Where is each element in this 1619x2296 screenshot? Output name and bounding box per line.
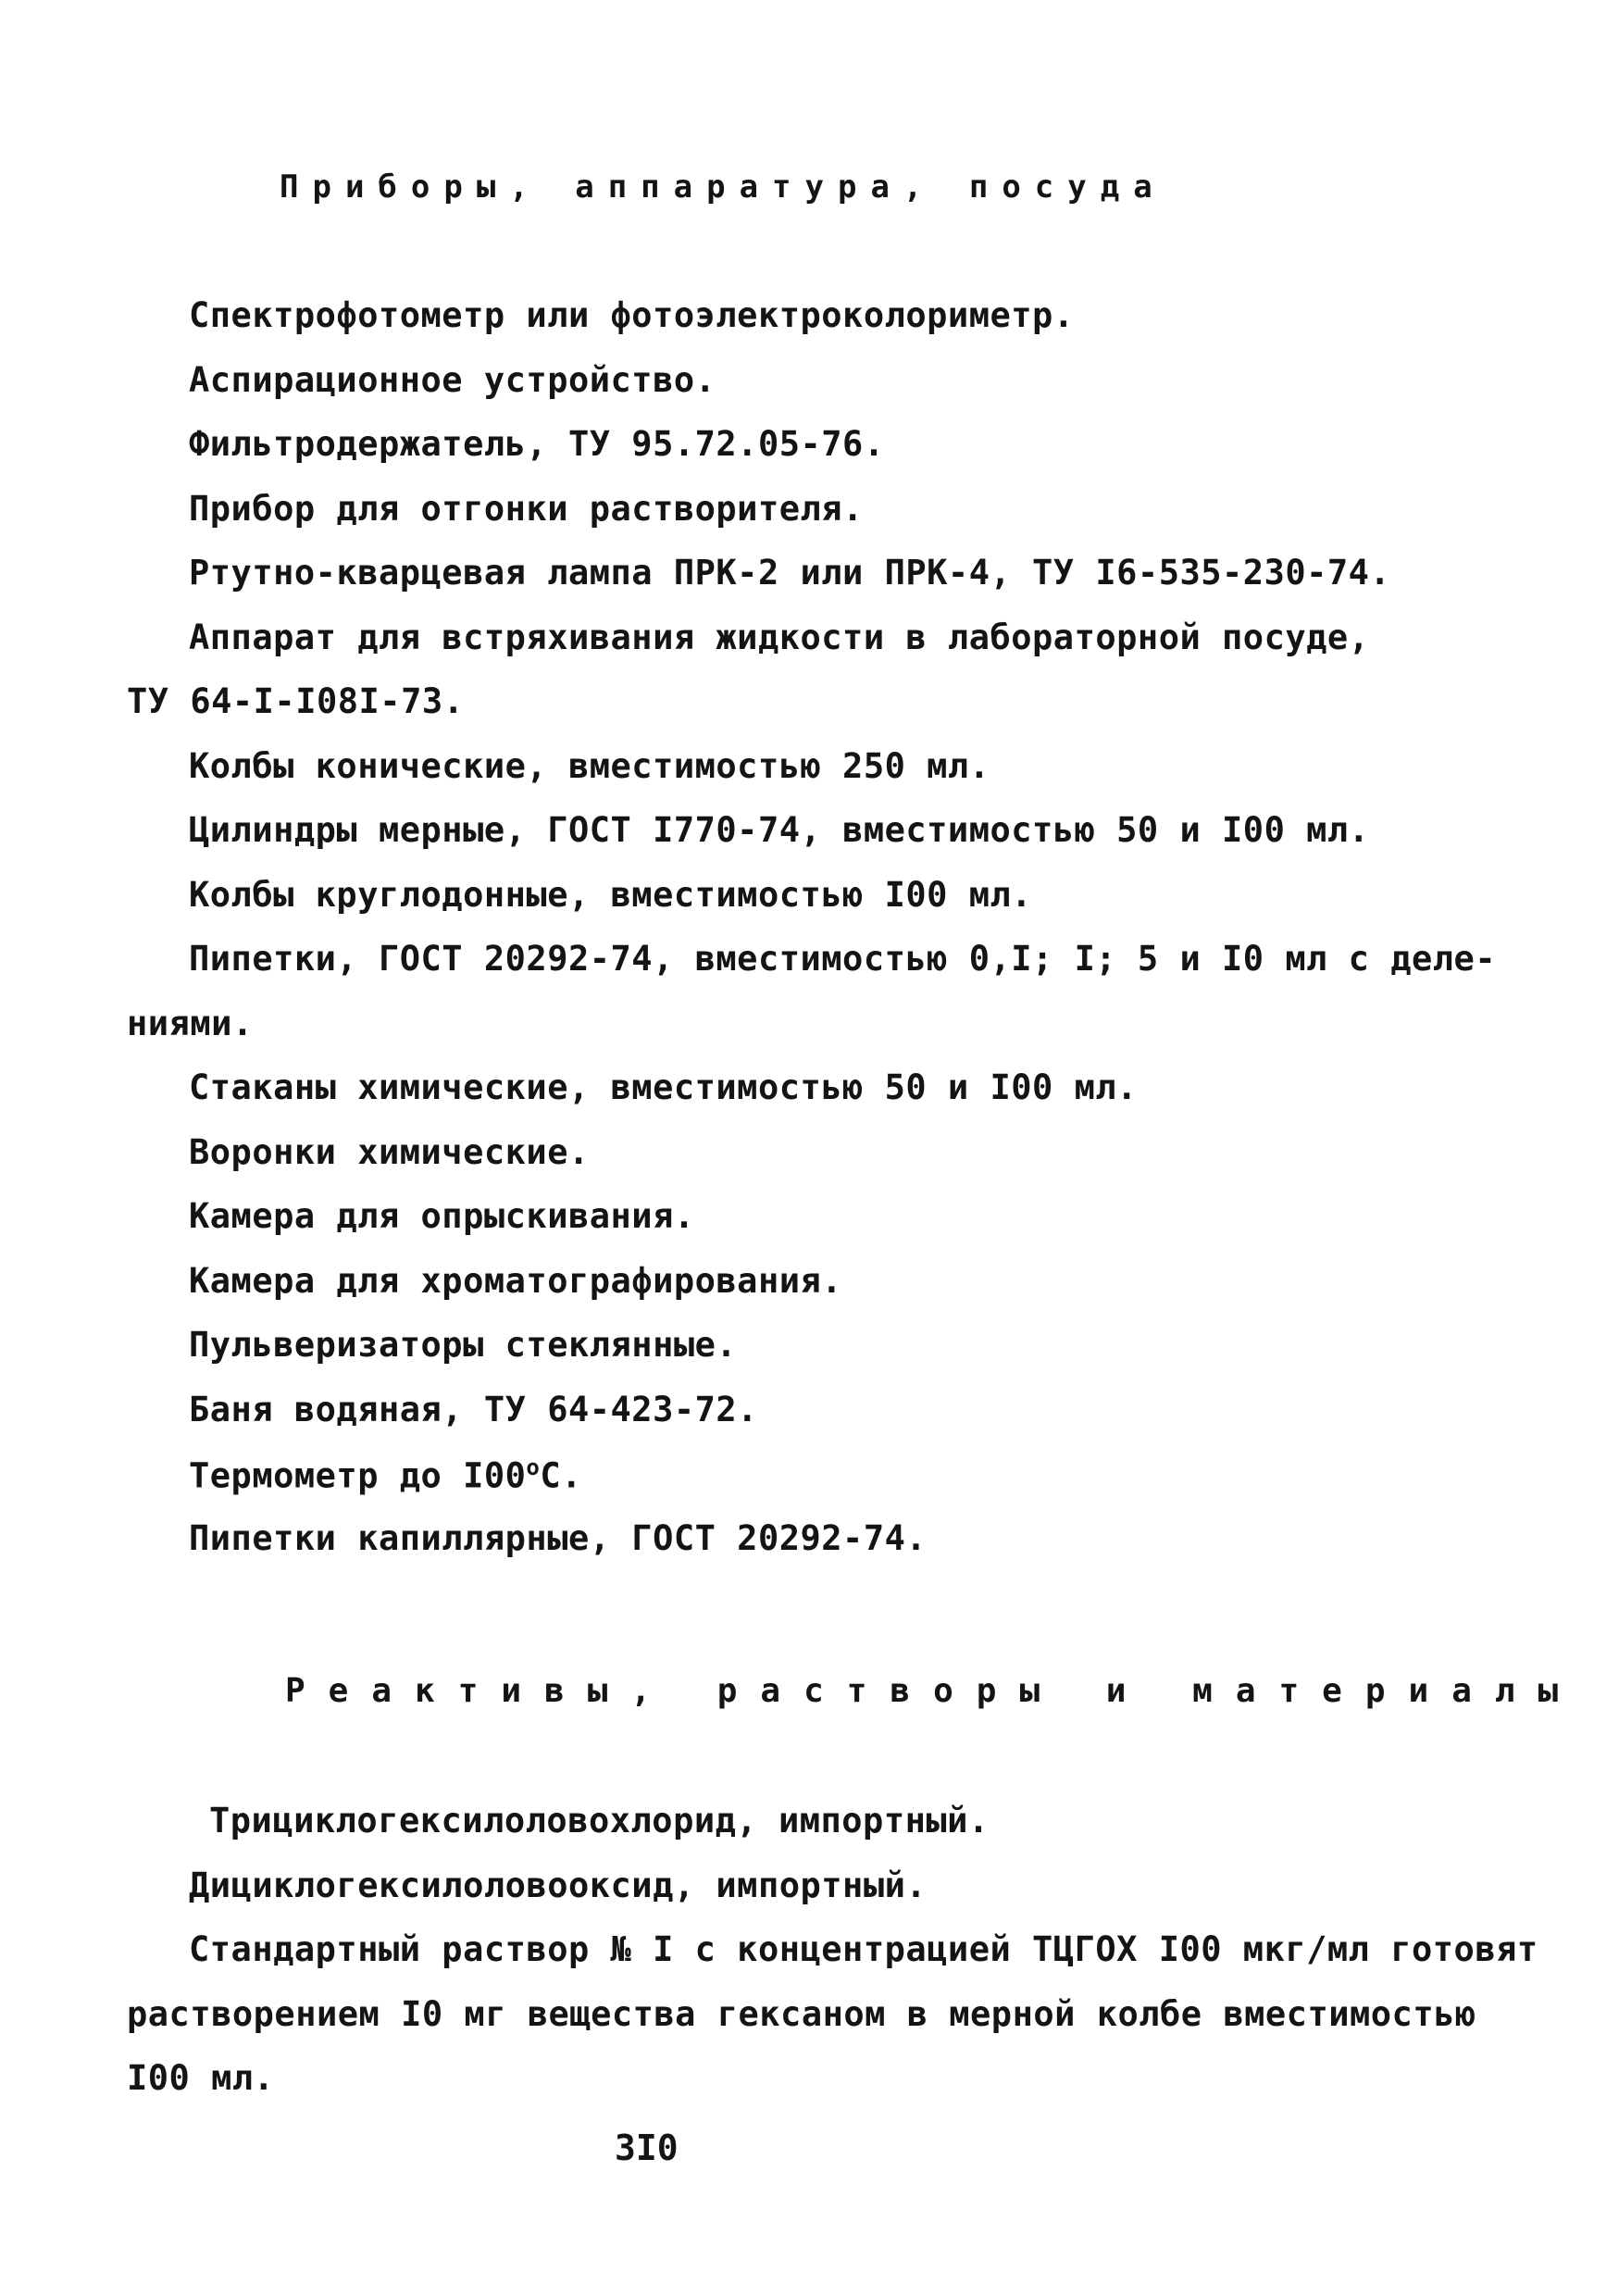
equipment-line: Пульверизаторы стеклянные.: [189, 1325, 738, 1365]
reagent-line-continuation: I00 мл.: [127, 2058, 275, 2098]
reagent-line: Трициклогексилоловохлорид, импортный.: [209, 1801, 990, 1841]
section-heading-equipment: Приборы, аппаратура, посуда: [280, 168, 1166, 206]
thermometer-line: [189, 1454, 582, 1496]
equipment-line: Фильтродержатель, ТУ 95.72.05-76.: [189, 424, 885, 464]
degree-superscript: o: [526, 1454, 541, 1480]
equipment-line: Аппарат для встряхивания жидкости в лабораторной посуде,: [189, 618, 1370, 657]
reagent-line: Дициклогексилоловооксид, импортный.: [189, 1866, 928, 1905]
equipment-line: Баня водяная, ТУ 64-423-72.: [189, 1390, 758, 1429]
reagent-line: Стандартный раствор № I с концентрацией ТЦГОХ I00 мкг/мл готовят: [189, 1929, 1538, 1969]
reagent-line-continuation: растворением I0 мг вещества гексаном в мерной колбе вместимостью: [127, 1994, 1476, 2034]
thermometer-unit: С.: [540, 1455, 582, 1496]
section-heading-reagents: Реактивы, растворы и материалы: [285, 1672, 1582, 1710]
thermometer-text: Термометр до I00: [189, 1455, 527, 1496]
equipment-line-continuation: ниями.: [127, 1004, 254, 1043]
equipment-line-continuation: ТУ 64-I-I08I-73.: [127, 681, 465, 721]
equipment-line: Аспирационное устройство.: [189, 360, 716, 400]
equipment-line: Цилиндры мерные, ГОСТ I770-74, вместимостью 50 и I00 мл.: [189, 810, 1370, 850]
equipment-line: Камера для хроматографирования.: [189, 1261, 843, 1301]
equipment-line: Колбы конические, вместимостью 250 мл.: [189, 746, 990, 786]
equipment-line: Камера для опрыскивания.: [189, 1196, 695, 1236]
equipment-line: Прибор для отгонки растворителя.: [189, 489, 864, 529]
equipment-line: Пипетки капиллярные, ГОСТ 20292-74.: [189, 1518, 928, 1558]
page-number: 3I0: [615, 2128, 679, 2168]
equipment-line: Пипетки, ГОСТ 20292-74, вместимостью 0,I; I; 5 и I0 мл с деле-: [189, 939, 1497, 979]
equipment-line: Колбы круглодонные, вместимостью I00 мл.: [189, 875, 1033, 915]
equipment-line: Воронки химические.: [189, 1132, 590, 1172]
equipment-line: Спектрофотометр или фотоэлектроколориметр.: [189, 295, 1075, 335]
equipment-line: Стаканы химические, вместимостью 50 и I00 мл.: [189, 1067, 1138, 1107]
equipment-line: Ртутно-кварцевая лампа ПРК-2 или ПРК-4, ТУ I6-535-230-74.: [189, 553, 1391, 593]
